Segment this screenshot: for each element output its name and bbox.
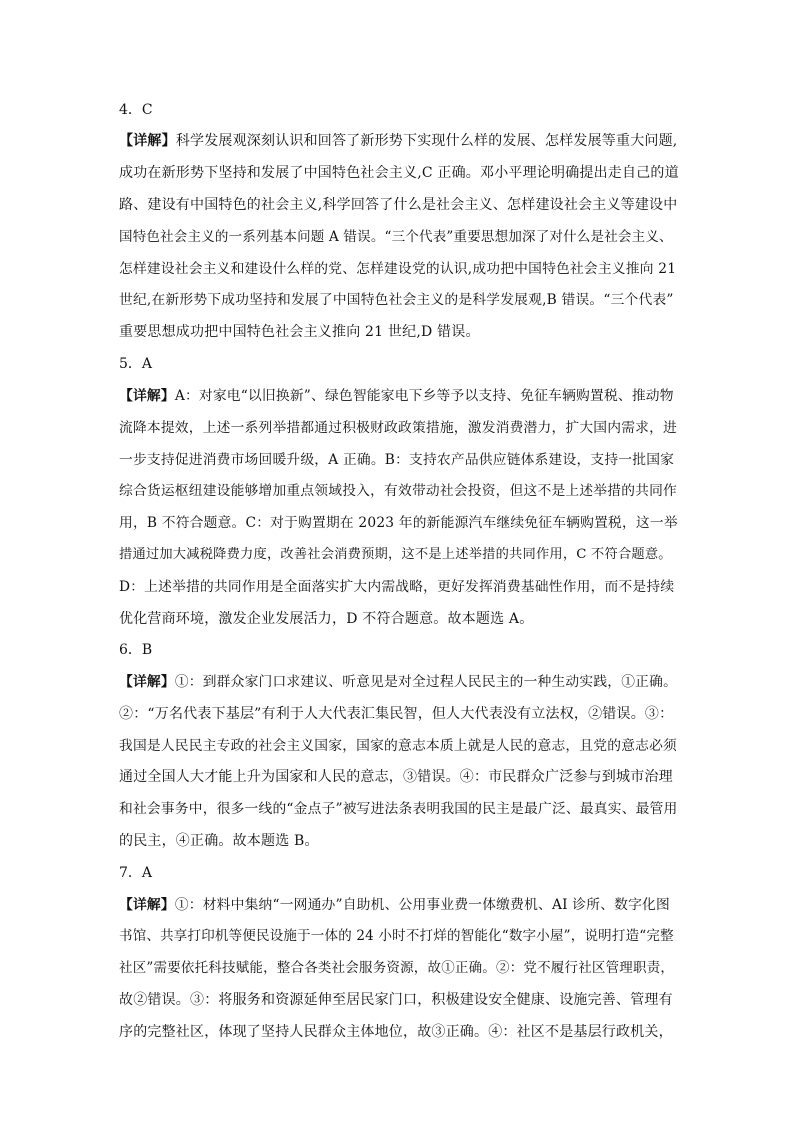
answer-text-line: ②：“万名代表下基层”有利于人大代表汇集民智，但人大代表没有立法权，②错误。③：	[119, 706, 674, 722]
answer-text-line: 序的完整社区，体现了坚持人民群众主体地位，故③正确。④：社区不是基层行政机关，	[119, 1024, 673, 1040]
answer-text-line: 重要思想成功把中国特色社会主义推向 21 世纪,D 错误。	[119, 324, 480, 340]
answer-text-line: 的民主，④正确。故本题选 B。	[119, 833, 319, 849]
answer-text-line: 社区”需要依托科技赋能，整合各类社会服务资源，故①正确。②：党不履行社区管理职责，	[119, 960, 675, 976]
answer-text-line: 综合货运枢纽建设能够增加重点领域投入，有效带动社会投资，但这不是上述举措的共同作	[119, 483, 678, 499]
answer-text-line: 我国是人民民主专政的社会主义国家，国家的意志本质上就是人民的意志，且党的意志必须	[119, 738, 678, 754]
answer-text-line: 路、建设有中国特色的社会主义,科学回答了什么是社会主义、怎样建设社会主义等建设中	[119, 197, 678, 213]
question-6-answer: 6．B	[119, 642, 153, 658]
answer-text-line: 流降本提效，上述一系列举措都通过积极财政政策措施，激发消费潜力，扩大国内需求，进	[119, 420, 678, 436]
answer-text-line: D：上述举措的共同作用是全面落实扩大内需战略，更好发挥消费基础性作用，而不是持续	[119, 579, 675, 595]
answer-text-line: 用，B 不符合题意。C：对于购置期在 2023 年的新能源汽车继续免征车辆购置税，这一举	[119, 515, 678, 531]
answer-text-line: 优化营商环境，激发企业发展活力，D 不符合题意。故本题选 A。	[119, 611, 534, 627]
answer-text-line: 通过全国人大才能上升为国家和人民的意志，③错误。④：市民群众广泛参与到城市治理	[119, 769, 673, 785]
answer-text-line: 国特色社会主义的一系列基本问题 A 错误。“三个代表”重要思想加深了对什么是社会主义、	[119, 229, 673, 245]
answer-text-line: 书馆、共享打印机等便民设施于一体的 24 小时不打烊的智能化“数字小屋”，说明打造“完整	[119, 928, 674, 944]
answer-text-line: 【详解】A：对家电“以旧换新”、绿色智能家电下乡等予以支持、免征车辆购置税、推动物	[119, 388, 674, 404]
answer-text-line: 和社会事务中，很多一线的“金点子”被写进法条表明我国的民主是最广泛、最真实、最管用	[119, 801, 678, 817]
answer-text-line: 一步支持促进消费市场回暖升级，A 正确。B：支持农产品供应链体系建设，支持一批国家	[119, 452, 675, 468]
answer-text-line: 故②错误。③：将服务和资源延伸至居民家门口，积极建设安全健康、设施完善、管理有	[119, 992, 673, 1008]
question-5-answer: 5．A	[119, 356, 153, 372]
answer-text-line: 【详解】科学发展观深刻认识和回答了新形势下实现什么样的发展、怎样发展等重大问题,	[119, 133, 678, 149]
answer-text-line: 成功在新形势下坚持和发展了中国特色社会主义,C 正确。邓小平理论明确提出走自己的道	[119, 165, 679, 181]
detail-tag: 【详解】	[119, 897, 175, 913]
answer-text-line: 【详解】①：材料中集纳“一网通办”自助机、公用事业费一体缴费机、AI 诊所、数字化图	[119, 897, 670, 913]
detail-tag: 【详解】	[119, 388, 175, 404]
detail-tag: 【详解】	[119, 133, 176, 149]
question-7-answer: 7．A	[119, 865, 153, 881]
answer-text-line: 世纪,在新形势下成功坚持和发展了中国特色社会主义的是科学发展观,B 错误。“三个代表”	[119, 292, 674, 308]
question-4-answer: 4．C	[119, 102, 153, 118]
answer-text-line: 怎样建设社会主义和建设什么样的党、怎样建设党的认识,成功把中国特色社会主义推向 21	[119, 261, 677, 277]
detail-tag: 【详解】	[119, 674, 175, 690]
answer-text-line: 措通过加大减税降费力度，改善社会消费预期，这不是上述举措的共同作用，C 不符合题意。	[119, 547, 672, 562]
answer-text-line: 【详解】①：到群众家门口求建议、听意见是对全过程人民民主的一种生动实践，①正确。	[119, 674, 678, 690]
